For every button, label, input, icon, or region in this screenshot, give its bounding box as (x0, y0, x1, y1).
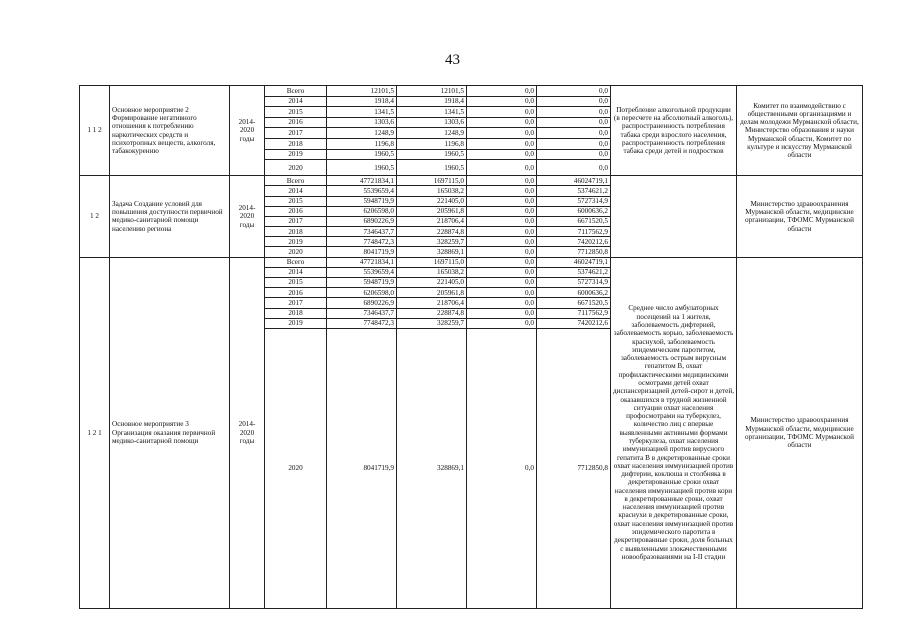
amount-total: 12101,5 (327, 86, 397, 97)
year-cell: 2016 (265, 117, 327, 128)
year-cell: 2014 (265, 267, 327, 277)
amount-total: 5948719,9 (327, 196, 397, 206)
amount-other: 5374621,2 (537, 267, 611, 277)
amount-other: 6000636,2 (537, 288, 611, 298)
amount-total: 8041719,9 (327, 328, 397, 608)
amount-federal: 0,0 (467, 176, 537, 186)
amount-other: 7712850,8 (537, 328, 611, 608)
amount-other: 5727314,9 (537, 196, 611, 206)
year-cell: Всего (265, 176, 327, 186)
amount-federal: 0,0 (467, 186, 537, 196)
year-cell: 2016 (265, 206, 327, 216)
amount-federal: 0,0 (467, 160, 537, 176)
period: 2014-2020 годы (230, 176, 265, 258)
amount-federal: 0,0 (467, 86, 537, 97)
amount-total: 7748472,3 (327, 237, 397, 247)
amount-federal: 0,0 (467, 328, 537, 608)
amount-total: 5539659,4 (327, 186, 397, 196)
amount-other: 5374621,2 (537, 186, 611, 196)
amount-regional: 205961,8 (397, 206, 467, 216)
activity-name: Задача Создание условий для повышения доступности первичной медико-санитарной помощи населению региона (110, 176, 230, 258)
amount-regional: 218706,4 (397, 298, 467, 308)
amount-regional: 1960,5 (397, 149, 467, 160)
amount-total: 1960,5 (327, 149, 397, 160)
amount-total: 1918,4 (327, 96, 397, 107)
section-1-1-2 (80, 86, 863, 176)
amount-total: 6206598,0 (327, 206, 397, 216)
amount-total: 6206598,0 (327, 288, 397, 298)
amount-other: 0,0 (537, 128, 611, 139)
page-cutoff (79, 612, 862, 640)
year-cell: 2015 (265, 278, 327, 288)
year-cell: 2020 (265, 328, 327, 608)
amount-other: 0,0 (537, 160, 611, 176)
row-code: 1 2 (80, 176, 110, 258)
amount-other: 0,0 (537, 138, 611, 149)
amount-regional: 218706,4 (397, 216, 467, 226)
year-cell: 2019 (265, 149, 327, 160)
year-cell: 2018 (265, 308, 327, 318)
amount-other: 46024719,1 (537, 257, 611, 267)
amount-other: 7117562,9 (537, 227, 611, 237)
amount-regional: 1303,6 (397, 117, 467, 128)
amount-regional: 1918,4 (397, 96, 467, 107)
amount-total: 7346437,7 (327, 308, 397, 318)
activity-name: Основное мероприятие 3 Организация оказания первичной медико-санитарной помощи (110, 257, 230, 608)
executors: Комитет по взаимодействию с общественными организациями и делам молодежи Мурманской области, Министерство образования и науки Мурманской области, Комитет по культуре и искусству Мурманской области (737, 86, 863, 176)
amount-regional: 328869,1 (397, 328, 467, 608)
amount-other: 46024719,1 (537, 176, 611, 186)
amount-federal: 0,0 (467, 267, 537, 277)
amount-other: 0,0 (537, 86, 611, 97)
amount-regional: 228874,8 (397, 227, 467, 237)
amount-regional: 228874,8 (397, 308, 467, 318)
year-cell: 2019 (265, 237, 327, 247)
year-cell: 2017 (265, 128, 327, 139)
amount-total: 6890226,9 (327, 216, 397, 226)
amount-federal: 0,0 (467, 107, 537, 118)
amount-other: 7712850,8 (537, 247, 611, 257)
row-code: 1 2 1 (80, 257, 110, 608)
program-table (79, 85, 863, 609)
amount-other: 0,0 (537, 149, 611, 160)
year-cell: Всего (265, 257, 327, 267)
amount-federal: 0,0 (467, 257, 537, 267)
amount-regional: 12101,5 (397, 86, 467, 97)
amount-other: 0,0 (537, 107, 611, 118)
activity-name: Основное мероприятие 2 Формирование негативного отношения к потреблению наркотических средств и психотропных веществ, алкоголя, табакокурению (110, 86, 230, 176)
amount-regional: 1697115,0 (397, 257, 467, 267)
amount-regional: 328259,7 (397, 237, 467, 247)
amount-federal: 0,0 (467, 138, 537, 149)
amount-total: 6890226,9 (327, 298, 397, 308)
amount-regional: 165038,2 (397, 186, 467, 196)
year-cell: 2014 (265, 186, 327, 196)
amount-regional: 1960,5 (397, 160, 467, 176)
amount-total: 47721834,1 (327, 257, 397, 267)
amount-regional: 1248,9 (397, 128, 467, 139)
amount-total: 5539659,4 (327, 267, 397, 277)
year-cell: 2017 (265, 216, 327, 226)
amount-total: 8041719,9 (327, 247, 397, 257)
amount-federal: 0,0 (467, 298, 537, 308)
amount-total: 1303,6 (327, 117, 397, 128)
amount-total: 1341,5 (327, 107, 397, 118)
amount-federal: 0,0 (467, 247, 537, 257)
amount-regional: 221405,0 (397, 278, 467, 288)
amount-other: 6671520,5 (537, 298, 611, 308)
indicators: Среднее число амбулаторных посещений на 1 жителя, заболеваемость дифтерией, заболеваемость корью, заболеваемость краснухой, заболеваемость эпидемическим паротитом, заболеваемость острым вирусным гепатитом В, охват профилактическими медицинскими осмотрами детей охват диспансеризацией детей-сирот и детей, оказавшихся в трудной жизненной ситуации охват населения профосмотрами на туберкулез, количество лиц с впервые выявленными активными формами туберкулеза, охват населения иммунизацией против вирусного гепатита В в декретированные сроки охват населения иммунизацией против дифтерии, коклюша и столбняка в декретированные сроки охват населения иммунизацией против кори в декретированные сроки, охват населения иммунизацией против краснухи в декретированные сроки, охват населения иммунизацией против эпидемического паротита в декретированные сроки, доля больных с выявленными злокачественными новообразованиями на I-II стадии (611, 257, 737, 608)
row-code: 1 1 2 (80, 86, 110, 176)
indicators (611, 176, 737, 258)
amount-total: 7748472,3 (327, 318, 397, 328)
table-row (80, 176, 863, 186)
amount-total: 5948719,9 (327, 278, 397, 288)
amount-federal: 0,0 (467, 318, 537, 328)
amount-total: 7346437,7 (327, 227, 397, 237)
amount-federal: 0,0 (467, 237, 537, 247)
amount-regional: 1196,8 (397, 138, 467, 149)
table-row (80, 257, 863, 267)
amount-federal: 0,0 (467, 196, 537, 206)
amount-federal: 0,0 (467, 96, 537, 107)
amount-federal: 0,0 (467, 216, 537, 226)
amount-regional: 205961,8 (397, 288, 467, 298)
year-cell: 2019 (265, 318, 327, 328)
amount-federal: 0,0 (467, 149, 537, 160)
period: 2014-2020 годы (230, 257, 265, 608)
amount-regional: 165038,2 (397, 267, 467, 277)
amount-total: 1196,8 (327, 138, 397, 149)
year-cell: Всего (265, 86, 327, 97)
year-cell: 2016 (265, 288, 327, 298)
amount-federal: 0,0 (467, 128, 537, 139)
amount-other: 7420212,6 (537, 318, 611, 328)
amount-federal: 0,0 (467, 308, 537, 318)
amount-other: 6671520,5 (537, 216, 611, 226)
amount-regional: 328869,1 (397, 247, 467, 257)
amount-other: 0,0 (537, 96, 611, 107)
amount-other: 6000636,2 (537, 206, 611, 216)
year-cell: 2014 (265, 96, 327, 107)
amount-federal: 0,0 (467, 278, 537, 288)
executors: Министерство здравоохранения Мурманской области, медицинские организации, ТФОМС Мурманской области (737, 257, 863, 608)
table-row (80, 86, 863, 97)
indicators: Потребление алкогольной продукции (в пересчете на абсолютный алкоголь), распространенность потребления табака среди взрослого населения, распространенность потребления табака среди детей и подростков (611, 86, 737, 176)
amount-total: 1960,5 (327, 160, 397, 176)
amount-federal: 0,0 (467, 288, 537, 298)
year-cell: 2015 (265, 107, 327, 118)
amount-other: 5727314,9 (537, 278, 611, 288)
year-cell: 2020 (265, 160, 327, 176)
year-cell: 2015 (265, 196, 327, 206)
amount-regional: 328259,7 (397, 318, 467, 328)
amount-other: 0,0 (537, 117, 611, 128)
executors: Министерство здравоохранения Мурманской области, медицинские организации, ТФОМС Мурманской области (737, 176, 863, 258)
section-1-2 (80, 176, 863, 258)
amount-regional: 1341,5 (397, 107, 467, 118)
amount-federal: 0,0 (467, 227, 537, 237)
amount-other: 7117562,9 (537, 308, 611, 318)
amount-regional: 221405,0 (397, 196, 467, 206)
amount-total: 1248,9 (327, 128, 397, 139)
amount-total: 47721834,1 (327, 176, 397, 186)
year-cell: 2018 (265, 138, 327, 149)
amount-federal: 0,0 (467, 117, 537, 128)
year-cell: 2020 (265, 247, 327, 257)
amount-other: 7420212,6 (537, 237, 611, 247)
period: 2014-2020 годы (230, 86, 265, 176)
section-1-2-1 (80, 257, 863, 608)
year-cell: 2018 (265, 227, 327, 237)
amount-regional: 1697115,0 (397, 176, 467, 186)
page-number: 43 (445, 52, 460, 68)
year-cell: 2017 (265, 298, 327, 308)
amount-federal: 0,0 (467, 206, 537, 216)
